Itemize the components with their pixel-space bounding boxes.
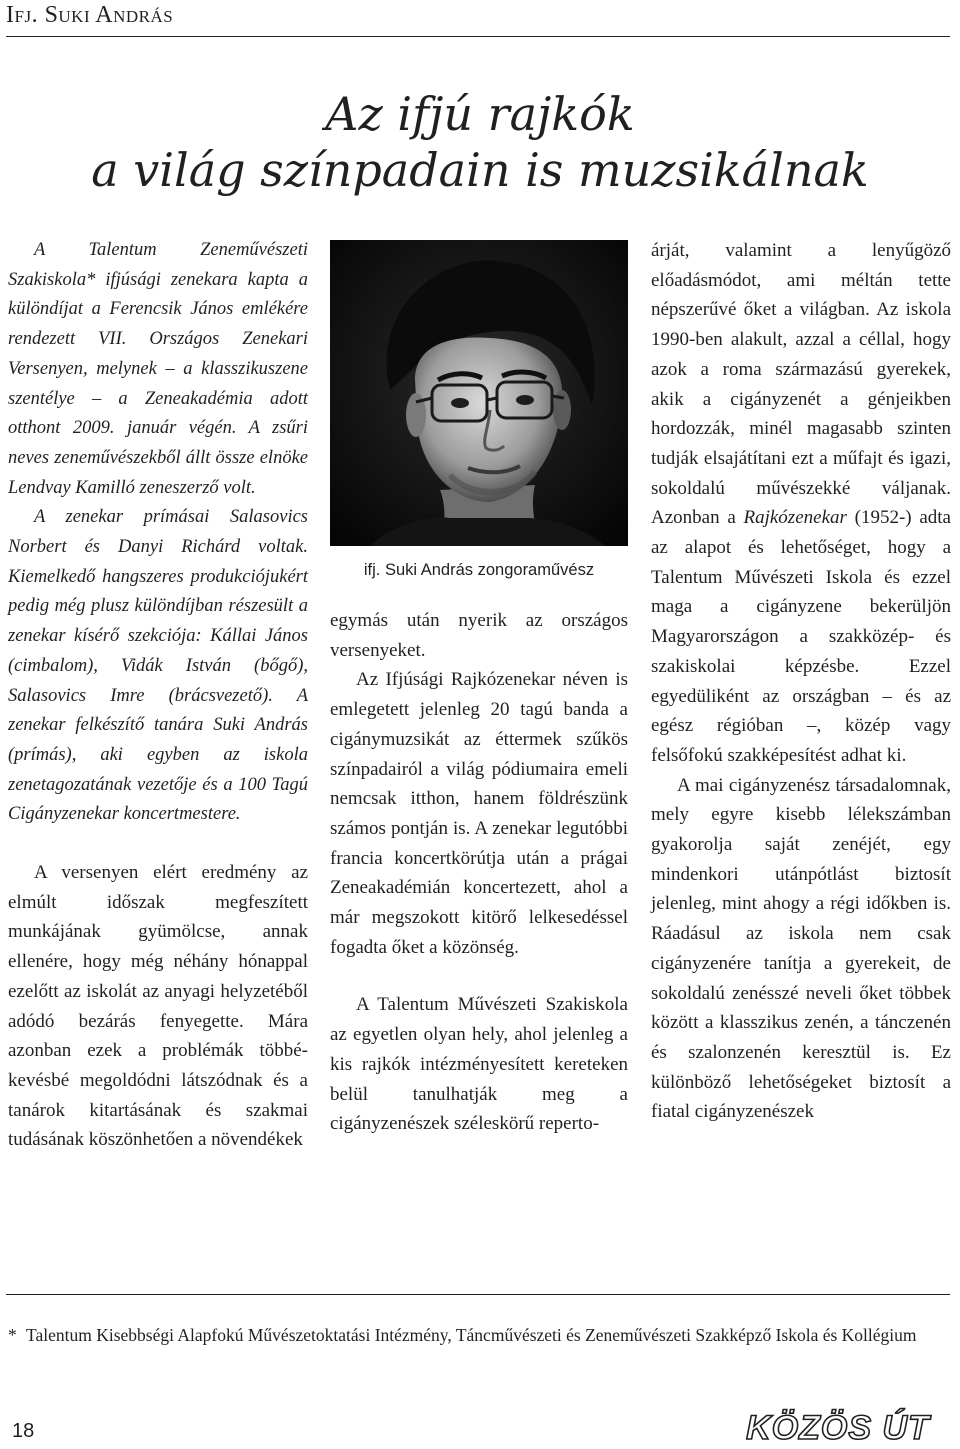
lead-paragraph-2: A zenekar prímásai Salasovics Norbert és Danyi Richárd voltak. Kiemelkedő hangszeres produkciójukért pedig még plusz különdíjban részesült a zenekar kísérő szekciója: Kállai János (cimbalom), Vidák István (bőgő), Salasovics Imre (brácsvezető). A zenekar felkészítő tanára Suki András (prímás), aki egyben az iskola zenetagozatának vezetője és a 100 Tagú Cigányzenekar koncertmestere. [8, 507, 308, 825]
column-2 [330, 236, 628, 1139]
kozos-ut-logo [720, 1406, 956, 1446]
article-title [80, 86, 880, 198]
body-paragraph-2: egymás után nyerik az országos versenyeket. [330, 610, 628, 661]
lead-paragraph-1: A Talentum Zeneművészeti Szakiskola* ifjúsági zenekara kapta a különdíjat a Ferencsik János emlékére rendezett VII. Országos Zenekari Versenyen, melynek – a klasszikuszene szentélye – a Zeneakadémia adott otthont 2009. január végén. A zsűri neves zeneművészekből állt össze elnöke Lendvay Kamilló zeneszerző volt. [8, 240, 308, 498]
running-head [6, 2, 950, 37]
portrait-photo [330, 240, 628, 546]
body-paragraph-6: A mai cigányzenész társadalomnak, mely egyre kisebb lélekszámban gyakorolja saját zenéjét, egy mindenkori utánpótlást biztosít jelenleg, mint ahogy a régi időkben is. Ráadásul az iskola nem csak cigányzenére tanítja a gyerekeit, de sokoldalú zenésszé neveli őket többek között a klasszikus zenén, a tánczenén és szalonzenén keresztül is. Ez különböző lehetőségeket biztosít a fiatal cigányzenészek [651, 774, 951, 1123]
footnote [8, 1322, 952, 1349]
article-title-line-2: a világ színpadain is muzsikálnak [91, 143, 869, 197]
rajkozenekar-emphasis: Rajkózenekar [743, 507, 847, 529]
logo-text: KÖZÖS ÚT [746, 1409, 930, 1446]
page-number: 18 [12, 1420, 35, 1442]
body-paragraph-5-part-a: árját, valamint a lenyűgöző előadásmódot, ami méltán tette népszerűvé őket a világban. Az iskola 1990-ben alakult, azzal a céllal, hogy azok a roma származású gyerekek, akik a cigányzenét a génjeikben hordozzák, minél magasabb szinten tudják elsajátítani ezt a műfajt és igazi, sokoldalú művészekké váljanak. Azonban a [651, 240, 951, 529]
body-paragraph-4: A Talentum Művészeti Szakiskola az egyetlen olyan hely, ahol jelenleg a kis rajkók intézményesített kereteken belül tanulhatják meg a cigányzenészek széleskörű reperto- [330, 994, 628, 1135]
body-paragraph-1: A versenyen elért eredmény az elmúlt időszak megfeszített munkájának gyümölcse, annak ellenére, hogy még néhány hónappal ezelőtt az iskolát az anyagi helyzetéből adódó bezárás fenyegette. Mára azonban ezek a problémák többé-kevésbé megoldódni látszódnak és a tanárok kitartásának és szakmai tudásának köszönhetően a növendékek [8, 862, 308, 1151]
photo-caption: ifj. Suki András zongoraművész [363, 561, 595, 579]
footnote-text: Talentum Kisebbségi Alapfokú Művészetoktatási Intézmény, Táncművészeti és Zeneművészeti Szakképző Iskola és Kollégium [26, 1325, 917, 1345]
footnote-mark: * [8, 1325, 17, 1345]
column-1 [8, 236, 308, 1155]
column-3 [651, 236, 951, 1127]
body-paragraph-3: Az Ifjúsági Rajkózenekar néven is emlegetett jelenleg 20 tagú banda a cigánymuzsikát az éttermek szűkös színpadairól a világ pódiumaira emeli nemcsak itthon, hanem földrészünk számos pontján is. A zenekar legutóbbi francia koncertkörútja után a prágai Zeneakadémián koncertezett, ahol a már megszokott kitörő lelkesedéssel fogadta őket a közönség. [330, 669, 628, 958]
body-paragraph-5-part-b: (1952-) adta az alapot és lehetőséget, hogy a Talentum Művészeti Iskola és ezzel maga a cigányzene bekerüljön Magyarországon a szakközép- és szakiskolai képzésbe. Ezzel egyedüliként az országban – és az egész régióban –, közép vagy felsőfokú szakképesítést adhat ki. [651, 507, 951, 766]
article-title-line-1: Az ifjú rajkók [325, 87, 635, 141]
footnote-divider [6, 1294, 950, 1295]
body-paragraph-5 [651, 236, 951, 771]
running-title: Ifj. Suki András [6, 2, 174, 28]
